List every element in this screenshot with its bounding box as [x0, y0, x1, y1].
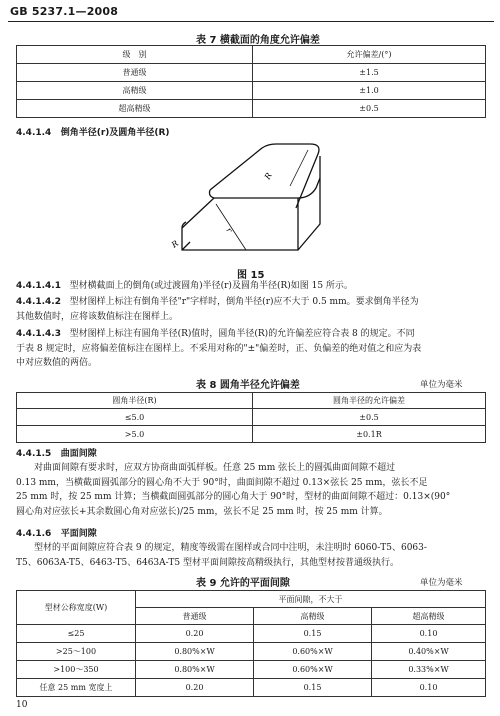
figure-label-R-left: R: [170, 238, 181, 250]
para-number: 4.4.1.4.3: [16, 329, 61, 339]
table-row: [17, 679, 486, 697]
table7-header-deviation: 允许偏差/(°): [253, 46, 486, 64]
table7-cell: 超高精级: [17, 100, 253, 118]
table7-header-grade: 级 别: [17, 46, 253, 64]
profile-figure: [170, 138, 340, 260]
table8-cell: ±0.5: [253, 409, 486, 426]
figure-label-R: R: [262, 171, 274, 181]
table9-caption: 表 9 允许的平面间隙: [196, 578, 290, 589]
para-text: 型材图样上标注有圆角半径(R)值时，圆角半径(R)的允许偏差应符合表 8 的规定。不同: [69, 329, 415, 339]
table7-cell: ±0.5: [253, 100, 486, 118]
section-title: 倒角半径(r)及圆角半径(R): [60, 128, 170, 138]
table9-header-normal: 普通级: [136, 608, 254, 625]
section-4415-heading: [16, 446, 97, 459]
table8-cell: >5.0: [17, 426, 253, 443]
table8-unit: 单位为毫米: [420, 380, 463, 390]
table7-cell: 高精级: [17, 82, 253, 100]
table9-header-gap: 平面间隙，不大于: [136, 591, 486, 608]
para-4412: [16, 295, 419, 324]
para-text: 圆心角对应弦长+其余数圆心角对应弦长)/25 mm，弦长不足 25 mm 时，按 25 mm 计算。: [16, 506, 388, 517]
section-4414-heading: [16, 125, 170, 138]
table9-cell: 0.33%×W: [372, 661, 486, 679]
section-title: 曲面间隙: [60, 449, 97, 459]
table-row: [17, 643, 486, 661]
table9-header-high: 高精级: [254, 608, 372, 625]
table-row: [17, 82, 486, 100]
table9-header-width: 型材公称宽度(W): [17, 591, 136, 625]
table9-cell: 0.40%×W: [372, 643, 486, 661]
table7-cell: ±1.0: [253, 82, 486, 100]
table8-cell: ±0.1R: [253, 426, 486, 443]
para-4415: [16, 461, 450, 519]
section-number: 4.4.1.4: [16, 128, 52, 138]
section-title: 平面间隙: [60, 529, 97, 539]
table9-cell: 0.10: [372, 679, 486, 697]
table-row: [17, 426, 486, 443]
table8: [16, 392, 486, 443]
figure-label-r: r: [224, 225, 234, 235]
section-number: 4.4.1.6: [16, 529, 52, 539]
para-4416: [16, 541, 427, 570]
table8-caption: 表 8 圆角半径允许偏差: [196, 380, 300, 391]
para-text: 对曲面间隙有要求时，应双方协商曲面弧样板。任意 25 mm 弦长上的圆弧曲面间隙不超过: [34, 463, 396, 473]
table9-cell: 0.80%×W: [136, 643, 254, 661]
para-text: 于表 8 规定时，应将偏差值标注在图样上。不采用对称的"±"偏差时，正、负偏差的绝对值之和应为表: [16, 343, 422, 354]
table7-cell: ±1.5: [253, 64, 486, 82]
table9: [16, 590, 486, 697]
para-number: 4.4.1.4.2: [16, 297, 61, 307]
table9-cell: 0.80%×W: [136, 661, 254, 679]
para-text: 型材横截面上的倒角(或过渡圆角)半径(r)及圆角半径(R)如图 15 所示。: [69, 281, 353, 291]
section-number: 4.4.1.5: [16, 449, 52, 459]
table9-cell: >100～350: [17, 661, 136, 679]
para-number: 4.4.1.4.1: [16, 281, 61, 291]
table-row: [17, 64, 486, 82]
table9-unit: 单位为毫米: [420, 578, 463, 588]
para-text: 0.13 mm，当横截面圆弧部分的圆心角不大于 90°时，曲面间隙不超过 0.13×弦长 25 mm，弦长不足: [16, 477, 428, 488]
table8-cell: ≤5.0: [17, 409, 253, 426]
table9-header-ultra: 超高精级: [372, 608, 486, 625]
table9-cell: >25～100: [17, 643, 136, 661]
para-4411: [16, 279, 353, 294]
table8-header-radius: 圆角半径(R): [17, 393, 253, 409]
table-row: [17, 625, 486, 643]
para-text: 型材的平面间隙应符合表 9 的规定，精度等级需在图样或合同中注明，未注明时 6060-T5、6063-: [34, 543, 427, 553]
table9-cell: 0.20: [136, 679, 254, 697]
table9-cell: 任意 25 mm 宽度上: [17, 679, 136, 697]
table7-cell: 普通级: [17, 64, 253, 82]
header-rule: [8, 21, 494, 22]
para-text: T5、6063A-T5、6463-T5、6463A-T5 型材平面间隙按高精级执行，其他型材按普通级执行。: [16, 557, 399, 568]
table9-cell: 0.60%×W: [254, 661, 372, 679]
table-row: [17, 661, 486, 679]
table9-cell: 0.60%×W: [254, 643, 372, 661]
table8-header-deviation: 圆角半径的允许偏差: [253, 393, 486, 409]
table-row: [17, 100, 486, 118]
table9-cell: 0.10: [372, 625, 486, 643]
table9-cell: 0.15: [254, 679, 372, 697]
table9-cell: ≤25: [17, 625, 136, 643]
table9-cell: 0.15: [254, 625, 372, 643]
table-row: [17, 409, 486, 426]
para-text: 其他数值时，应将该数值标注在图样上。: [16, 311, 179, 322]
table7: [16, 45, 486, 118]
table9-cell: 0.20: [136, 625, 254, 643]
para-text: 中对应数值的两倍。: [16, 358, 98, 368]
section-4416-heading: [16, 526, 97, 539]
figure-caption: 图 15: [237, 270, 265, 281]
table7-caption: 表 7 横截面的角度允许偏差: [196, 35, 320, 46]
para-4413: [16, 327, 421, 371]
standard-number: GB 5237.1—2008: [10, 5, 119, 18]
page-number: 10: [16, 700, 28, 710]
para-text: 型材图样上标注有倒角半径"r"字样时，倒角半径(r)应不大于 0.5 mm。要求倒角半径为: [69, 297, 419, 307]
para-text: 25 mm 时，按 25 mm 计算；当横截面圆弧部分的圆心角大于 90°时，型材的曲面间隙不超过：0.13×(90°: [16, 492, 451, 502]
